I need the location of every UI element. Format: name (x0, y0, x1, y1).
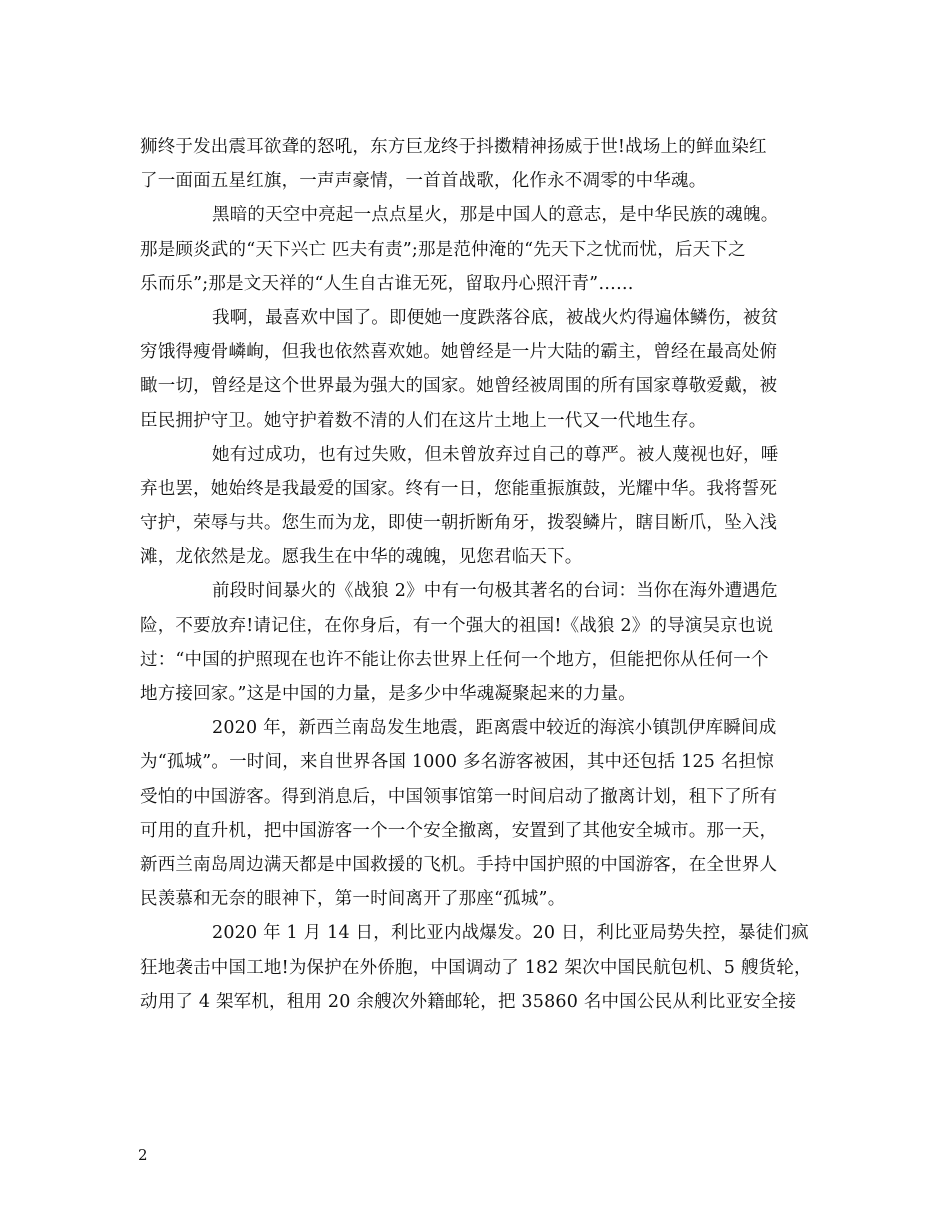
text-line: 新西兰南岛周边满天都是中国救援的飞机。手持中国护照的中国游客，在全世界人 (140, 854, 778, 875)
paragraph-start-line: 黑暗的天空中亮起一点点星火，那是中国人的意志，是中华民族的魂魄。 (212, 205, 779, 226)
paragraph-start-line: 2020 年，新西兰南岛发生地震，距离震中较近的海滨小镇凯伊库瞬间成 (212, 718, 777, 739)
text-line: 滩，龙依然是龙。愿我生在中华的魂魄，见您君临天下。 (140, 547, 583, 568)
text-line: 过：“中国的护照现在也许不能让你去世界上任何一个地方，但能把你从任何一个 (140, 649, 769, 670)
text-line: 民羡慕和无奈的眼神下，第一时间离开了那座“孤城”。 (140, 889, 566, 910)
page-number: 2 (138, 1146, 148, 1164)
text-line: 可用的直升机，把中国游客一个一个安全撤离，安置到了其他安全城市。那一天， (140, 820, 778, 841)
text-line: 了一面面五星红旗，一声声豪情，一首首战歌，化作永不凋零的中华魂。 (140, 171, 707, 192)
text-line: 乐而乐”;那是文天祥的“人生自古谁无死，留取丹心照汗青”…… (140, 273, 634, 294)
text-line: 险，不要放弃!请记住，在你身后，有一个强大的祖国!《战狼 2》的导演吴京也说 (140, 615, 774, 636)
text-line: 守护，荣辱与共。您生而为龙，即使一朝折断角牙，拨裂鳞片，瞎目断爪，坠入浅 (140, 513, 778, 534)
text-line: 臣民拥护守卫。她守护着数不清的人们在这片土地上一代又一代地生存。 (140, 410, 707, 431)
paragraph-start-line: 我啊，最喜欢中国了。即便她一度跌落谷底，被战火灼得遍体鳞伤，被贫 (212, 307, 779, 328)
body-text (140, 130, 826, 1019)
text-line: 地方接回家。”这是中国的力量，是多少中华魂凝聚起来的力量。 (140, 684, 636, 704)
text-line: 弃也罢，她始终是我最爱的国家。终有一日，您能重振旗鼓，光耀中华。我将誓死 (140, 478, 778, 499)
text-line: 狮终于发出震耳欲聋的怒吼，东方巨龙终于抖擞精神扬威于世!战场上的鲜血染红 (140, 137, 767, 157)
text-line: 受怕的中国游客。得到消息后，中国领事馆第一时间启动了撤离计划，租下了所有 (140, 786, 778, 807)
paragraph-start-line: 她有过成功，也有过失败，但未曾放弃过自己的尊严。被人蔑视也好，唾 (212, 444, 779, 465)
text-line: 狂地袭击中国工地!为保护在外侨胞，中国调动了 182 架次中国民航包机、5 艘货轮， (140, 957, 812, 978)
text-line: 为“孤城”。一时间，来自世界各国 1000 多名游客被困，其中还包括 125 名担惊 (140, 752, 774, 773)
text-line: 动用了 4 架军机，租用 20 余艘次外籍邮轮，把 35860 名中国公民从利比亚安全接 (140, 991, 797, 1012)
text-line: 瞰一切，曾经是这个世界最为强大的国家。她曾经被周围的所有国家尊敬爱戴，被 (140, 376, 778, 397)
text-line: 那是顾炎武的“天下兴亡 匹夫有责”;那是范仲淹的“先天下之忧而忧，后天下之 (140, 239, 746, 260)
paragraph-start-line: 前段时间暴火的《战狼 2》中有一句极其著名的台词：当你在海外遭遇危 (212, 581, 778, 602)
text-line: 穷饿得瘦骨嶙峋，但我也依然喜欢她。她曾经是一片大陆的霸主，曾经在最高处俯 (140, 342, 778, 363)
paragraph-start-line: 2020 年 1 月 14 日，利比亚内战爆发。20 日，利比亚局势失控，暴徒们疯 (212, 923, 809, 944)
